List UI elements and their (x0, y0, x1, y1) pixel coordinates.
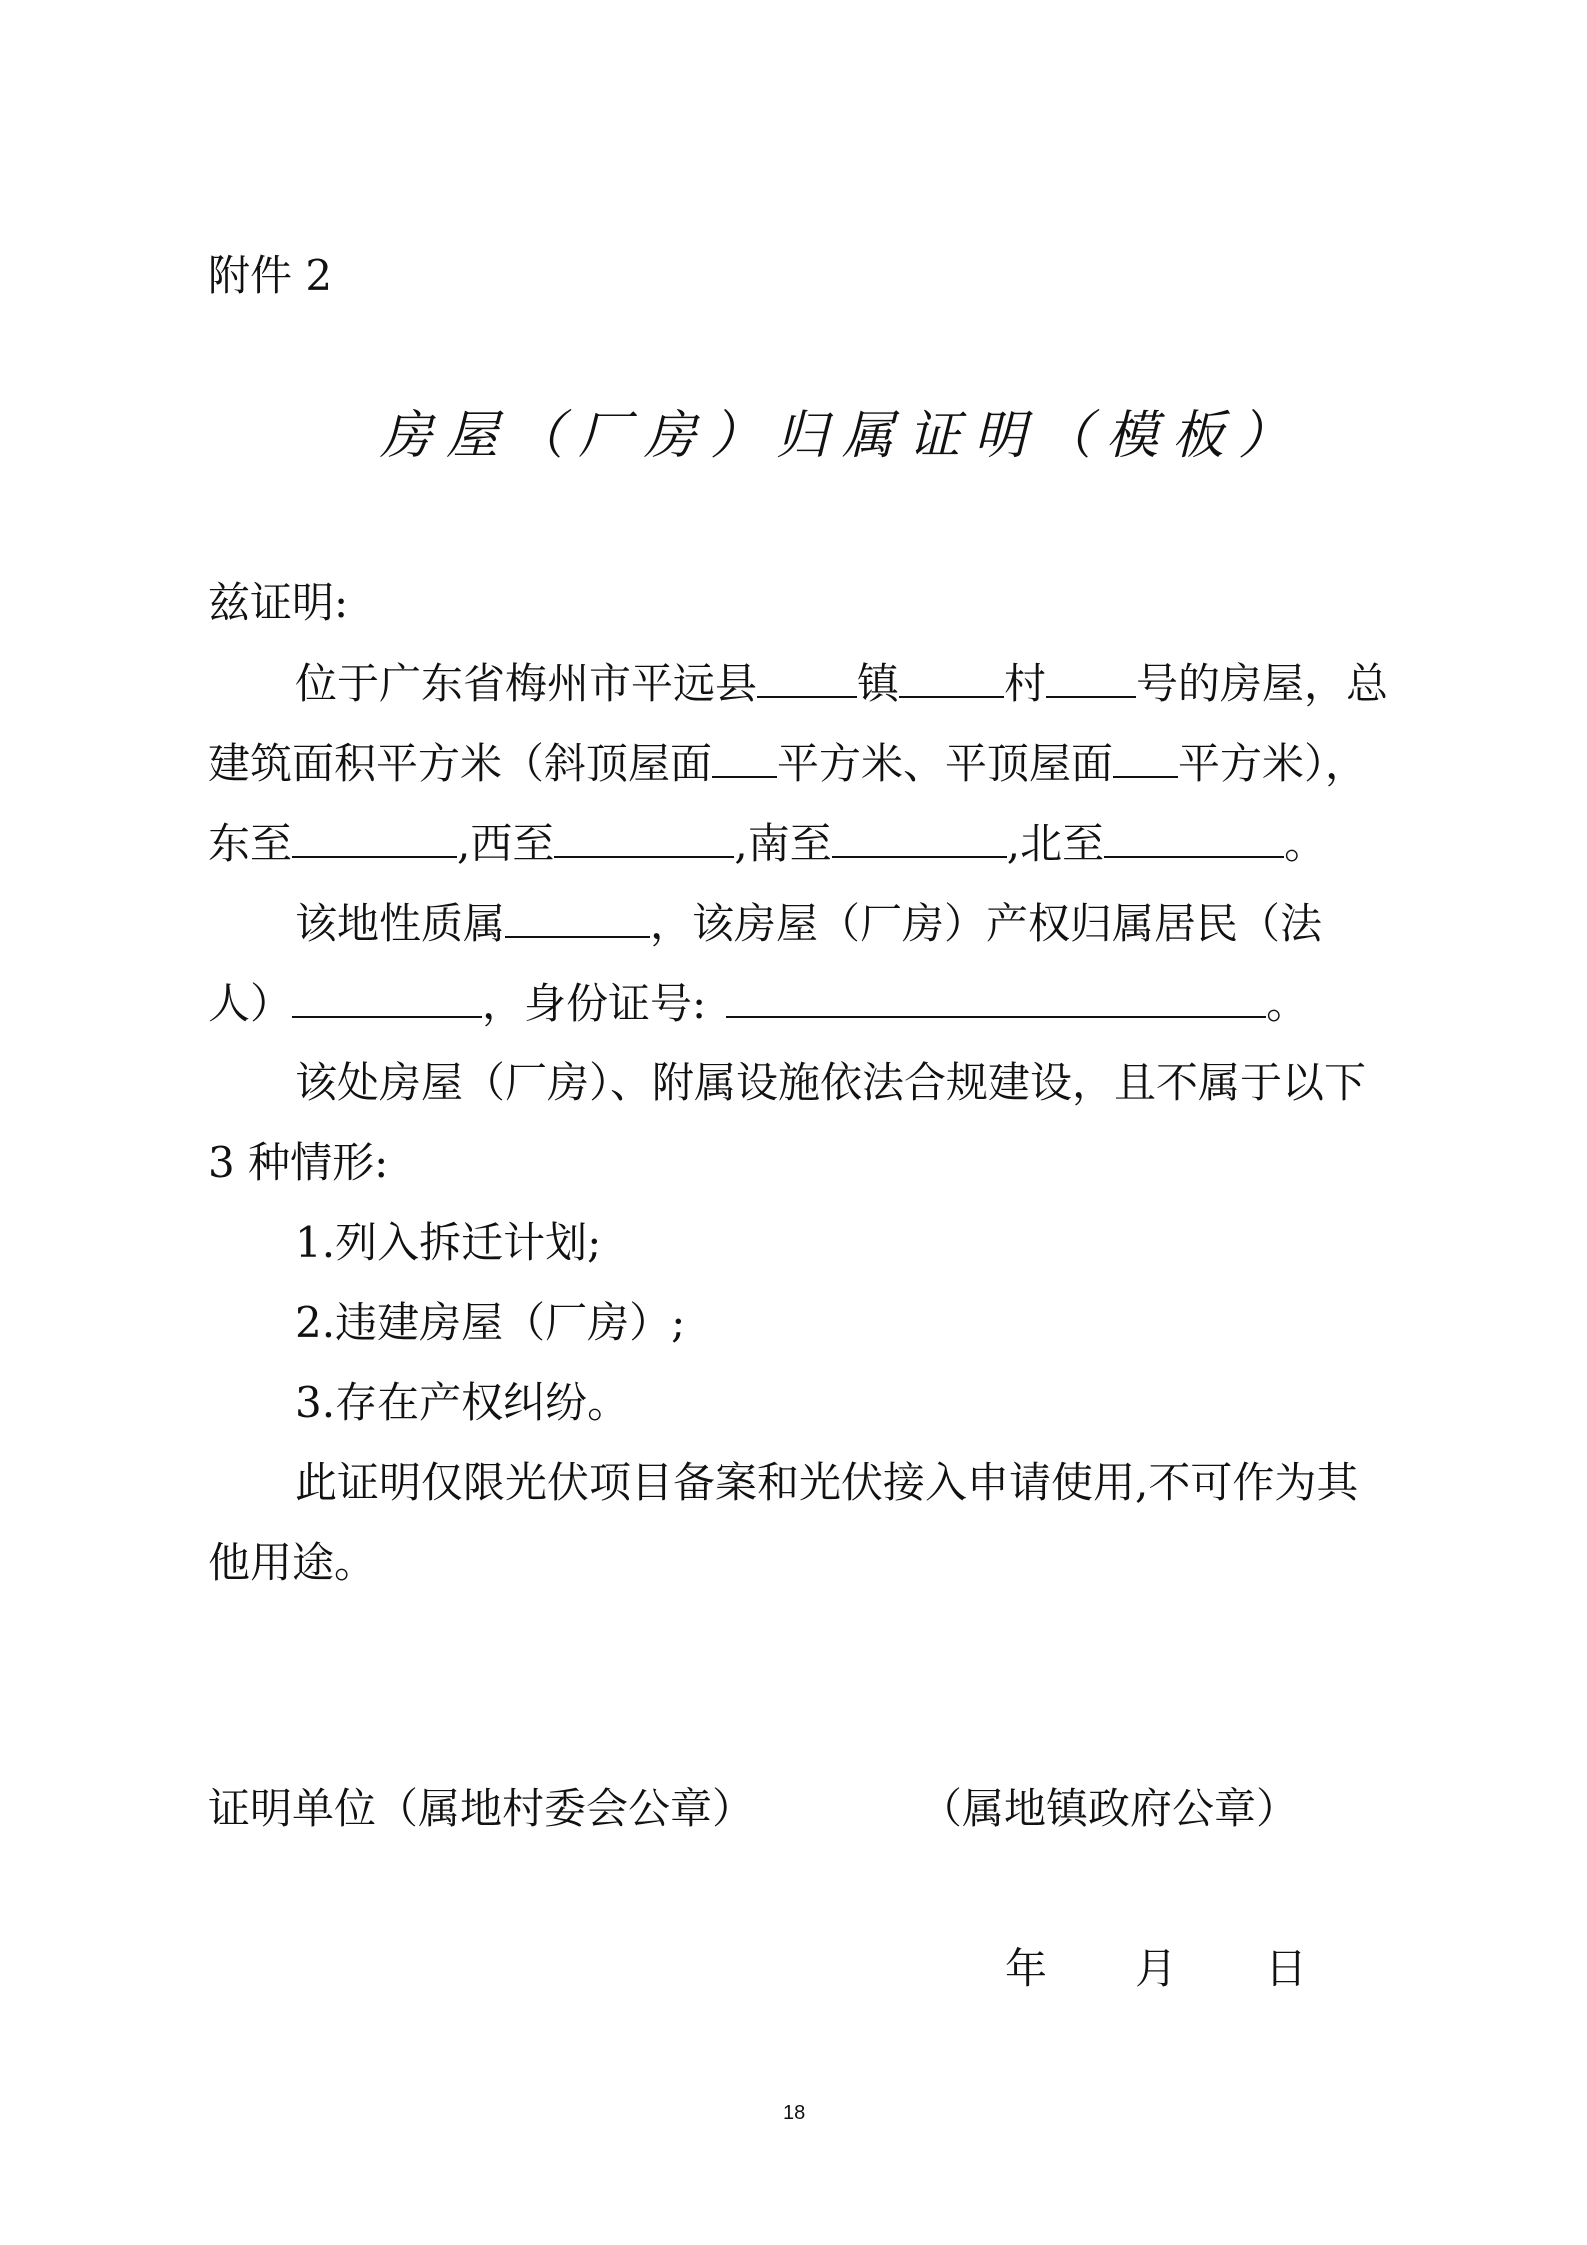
attachment-label: 附件 2 (208, 251, 333, 300)
land-nature-line (295, 899, 1323, 948)
compliance-line-1: 该处房屋（厂房）、附属设施依法合规建设，且不属于以下 (295, 1058, 1367, 1107)
south-blank[interactable] (832, 822, 1007, 858)
town-seal-label: （属地镇政府公章） (920, 1784, 1299, 1833)
north-blank[interactable] (1104, 822, 1284, 858)
flat-roof-area-blank[interactable] (1113, 742, 1178, 778)
page-number: 18 (783, 2102, 806, 2124)
compliance-line-2: 3 种情形: (208, 1138, 389, 1187)
id-number-label: ，身份证号: (482, 979, 707, 1028)
usage-line-1: 此证明仅限光伏项目备案和光伏接入申请使用,不可作为其 (295, 1458, 1359, 1507)
village-label: 村 (1004, 659, 1047, 708)
owner-line (208, 979, 1309, 1028)
west-label: ,西至 (457, 819, 555, 868)
boundary-end: 。 (1284, 819, 1327, 868)
id-number-blank[interactable] (726, 982, 1266, 1018)
boundary-line (208, 819, 1327, 868)
land-nature-label: 该地性质属 (295, 899, 506, 948)
owner-label: ，该房屋（厂房）产权归属居民（法 (650, 899, 1323, 948)
address-prefix: 位于广东省梅州市平远县 (295, 659, 758, 708)
town-blank[interactable] (757, 662, 857, 698)
date-year: 年 (1005, 1944, 1048, 1993)
list-item: 1.列入拆迁计划; (295, 1218, 602, 1267)
town-label: 镇 (857, 659, 900, 708)
area-prefix: 建筑面积平方米（斜顶屋面 (208, 739, 713, 788)
document-title: 房屋（厂房）归属证明（模板） (380, 406, 1305, 466)
land-nature-blank[interactable] (505, 902, 650, 938)
west-blank[interactable] (554, 822, 734, 858)
north-label: ,北至 (1006, 819, 1105, 868)
area-line (208, 739, 1368, 788)
south-label: ,南至 (734, 819, 832, 868)
east-label: 东至 (208, 819, 293, 868)
house-suffix: 号的房屋，总 (1136, 659, 1389, 708)
village-blank[interactable] (899, 662, 1004, 698)
owner-name-blank[interactable] (292, 982, 482, 1018)
sloped-roof-area-blank[interactable] (712, 742, 777, 778)
list-item: 3.存在产权纠纷。 (295, 1378, 630, 1427)
date-day: 日 (1265, 1944, 1308, 1993)
flat-roof-label: 平方米、平顶屋面 (777, 739, 1114, 788)
area-suffix: 平方米）， (1178, 739, 1368, 788)
owner-prefix: 人） (208, 979, 293, 1028)
date-month: 月 (1135, 1944, 1178, 1993)
address-line (295, 659, 1389, 708)
house-number-blank[interactable] (1046, 662, 1136, 698)
usage-line-2: 他用途。 (208, 1538, 377, 1587)
east-blank[interactable] (292, 822, 457, 858)
owner-end: 。 (1266, 979, 1309, 1028)
village-seal-label: 证明单位（属地村委会公章） (208, 1784, 755, 1833)
list-item: 2.违建房屋（厂房）; (295, 1298, 686, 1347)
intro-text: 兹证明: (208, 578, 349, 627)
